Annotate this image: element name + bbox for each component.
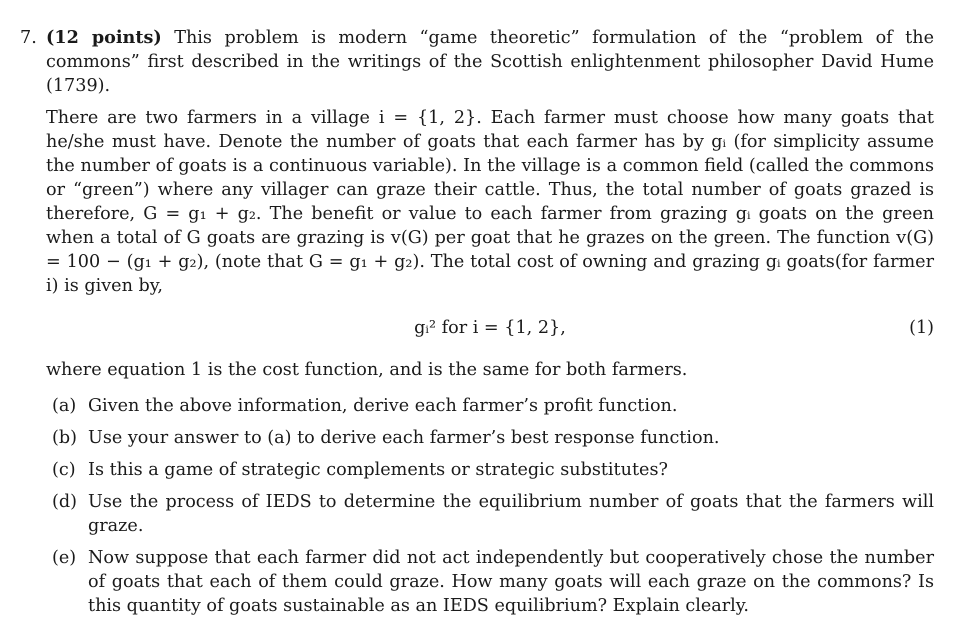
- subquestion-c: [52, 458, 934, 482]
- subquestion-d: [52, 490, 934, 538]
- problem-points: (12 points): [46, 27, 162, 48]
- after-equation-text: where equation 1 is the cost function, and is the same for both farmers.: [46, 360, 688, 380]
- subquestion-b: [52, 426, 934, 450]
- problem-paragraph: There are two farmers in a village i = {1, 2}. Each farmer must choose how many goats that he/she must have. Denote the number of goats that each farmer has by gᵢ (for simplicity assume the number of goats is a continuous variable). In the village is a common field (called the commons or “green”) where any villager can graze their cattle. Thus, the total number of goats grazed is therefore, G = g₁ + g₂. The benefit or value to each farmer from grazing gᵢ goats on the green when a total of G goats are grazing is v(G) per goat that he grazes on the green. The function v(G) = 100 − (g₁ + g₂), (note that G = g₁ + g₂). The total cost of owning and grazing gᵢ goats(for farmer i) is given by,: [46, 108, 934, 296]
- subquestion-label: (c): [52, 460, 76, 480]
- subquestion-list: [52, 394, 934, 618]
- subquestion-label: (a): [52, 396, 77, 416]
- subquestion-label: (b): [52, 428, 77, 448]
- equation-number: (1): [909, 318, 934, 338]
- subquestion-text: Use your answer to (a) to derive each farmer’s best response function.: [88, 428, 720, 448]
- equation-1: [46, 316, 934, 340]
- subquestion-text: Is this a game of strategic complements or strategic substitutes?: [88, 460, 668, 480]
- subquestion-text: Use the process of IEDS to determine the equilibrium number of goats that the farmers will graze.: [88, 492, 934, 536]
- subquestion-a: [52, 394, 934, 418]
- subquestion-e: [52, 546, 934, 618]
- equation-text: gᵢ² for i = {1, 2},: [414, 318, 566, 338]
- subquestion-text: Given the above information, derive each farmer’s profit function.: [88, 396, 678, 416]
- problem-header: [20, 26, 934, 98]
- problem-body: [46, 106, 934, 382]
- subquestion-label: (e): [52, 548, 77, 568]
- subquestion-text: Now suppose that each farmer did not act independently but cooperatively chose the number of goats that each of them could graze. How many goats will each graze on the commons? Is this quantity of goats sustainable as an IEDS equilibrium? Explain clearly.: [88, 548, 934, 616]
- problem-intro: [46, 26, 934, 98]
- subquestion-label: (d): [52, 492, 77, 512]
- problem-number: 7.: [20, 28, 37, 48]
- problem-intro-text: This problem is modern “game theoretic” formulation of the “problem of the commons” first described in the writings of the Scottish enlightenment philosopher David Hume (1739).: [46, 28, 934, 96]
- problem-7: [20, 26, 934, 626]
